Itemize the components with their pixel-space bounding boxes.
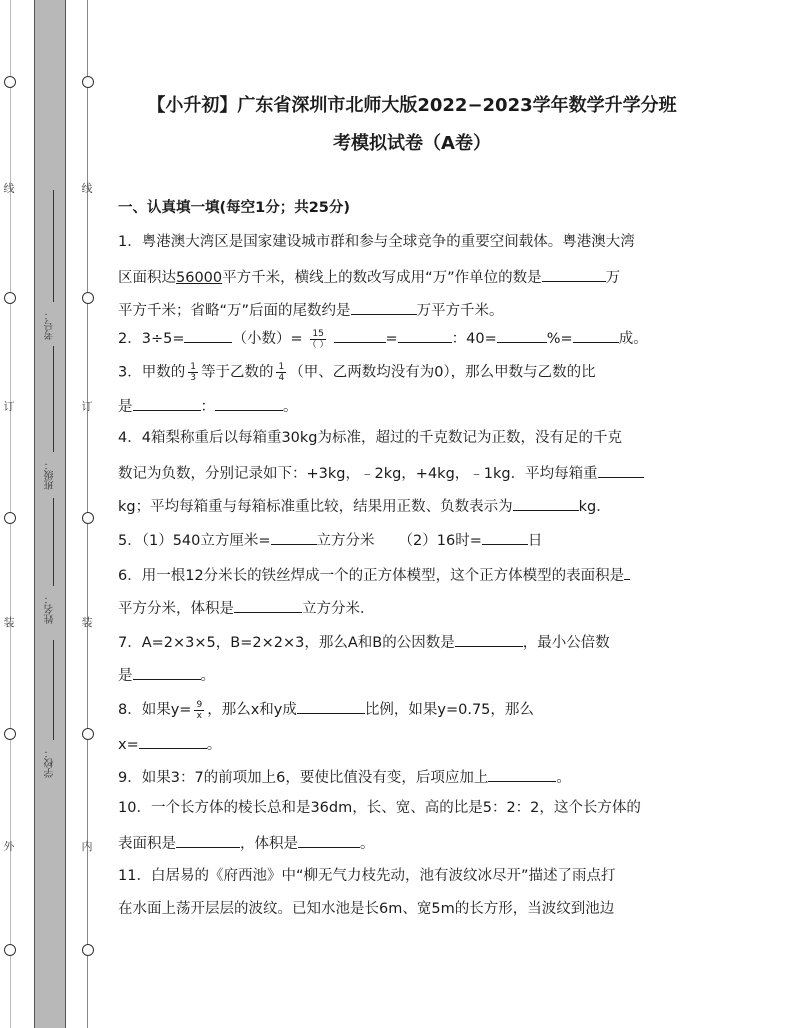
question-4-line-1: 4．4箱梨称重后以每箱重30kg为标准，超过的千克数记为正数，没有足的千克: [118, 430, 622, 446]
field-label: 学校：: [44, 748, 56, 778]
field-label: 班级：: [44, 460, 56, 490]
field-label: 考号：: [44, 310, 56, 340]
question-3-line-1: 3．甲数的 $\frac{1}{3}$ 等于乙数的 $\frac{1}{4}$ （甲、乙两数均没有为0），那么甲数与乙数的比: [118, 362, 596, 383]
answer-blank[interactable]: [271, 528, 317, 545]
question-10-line-2: 表面积是 ，体积是 。: [118, 831, 375, 854]
question-5: 5．（1）540立方厘米= 立方分米 （2）16时= 日: [118, 528, 542, 551]
binding-hole: [4, 728, 16, 740]
answer-blank[interactable]: [542, 265, 606, 282]
question-10-line-1: 10．一个长方体的棱长总和是36dm，长、宽、高的比是5：2：2，这个长方体的: [118, 800, 641, 816]
question-7-line-1: 7．A=2×3×5，B=2×2×3，那么A和B的公因数是 ，最小公倍数: [118, 630, 610, 653]
field-line: [53, 346, 54, 452]
answer-blank[interactable]: [598, 461, 644, 478]
answer-blank[interactable]: [133, 663, 201, 680]
binding-hole: [4, 76, 16, 88]
exam-title-line1: 【小升初】广东省深圳市北师大版2022−2023学年数学升学分班: [147, 95, 677, 116]
answer-blank[interactable]: [139, 732, 207, 749]
underlined-number: 56000: [176, 270, 223, 286]
question-3-line-2: 是 ： 。: [118, 394, 298, 417]
answer-blank[interactable]: [455, 630, 523, 647]
binding-hole: [82, 76, 94, 88]
margin-char: 线: [3, 182, 15, 195]
answer-blank[interactable]: [176, 831, 240, 848]
margin-char: 外: [3, 840, 15, 853]
binding-hole: [4, 292, 16, 304]
answer-blank[interactable]: [497, 326, 547, 343]
binding-hole: [82, 512, 94, 524]
margin-char: 装: [81, 616, 93, 629]
answer-blank[interactable]: [351, 298, 417, 315]
question-1-line-3: 平方千米；省略“万”后面的尾数约是 万平方千米。: [118, 298, 504, 321]
question-1-line-1: 1．粤港澳大湾区是国家建设城市群和参与全球竞争的重要空间载体。粤港澳大湾: [118, 234, 635, 250]
answer-blank[interactable]: [184, 326, 232, 343]
binding-hole: [82, 292, 94, 304]
answer-blank[interactable]: [215, 394, 283, 411]
field-line: [53, 498, 54, 586]
fraction: $\frac{9}{x}$: [196, 699, 203, 721]
question-4-line-2: 数记为负数，分别记录如下：+3kg，﹣2kg，+4kg，﹣1kg．平均每箱重: [118, 461, 644, 484]
name-field[interactable]: [40, 594, 60, 628]
question-8-line-1: 8．如果y= $\frac{9}{x}$ ，那么x和y成 比例，如果y=0.75，那么: [118, 697, 534, 721]
binding-strip: [34, 0, 66, 1028]
exam-title-line2: 考模拟试卷（A卷）: [333, 133, 491, 154]
answer-blank[interactable]: [398, 326, 452, 343]
answer-blank[interactable]: [573, 326, 619, 343]
fraction: $\frac{15}{( )}$: [307, 328, 329, 350]
binding-hole: [4, 512, 16, 524]
answer-blank[interactable]: [297, 697, 365, 714]
fraction: $\frac{1}{4}$: [278, 362, 285, 383]
section-heading: 一、认真填一填(每空1分；共25分): [118, 200, 351, 216]
question-9: 9．如果3：7的前项加上6，要使比值没有变，后项应加上 。: [118, 765, 571, 788]
answer-blank[interactable]: [513, 494, 579, 511]
binding-hole: [4, 944, 16, 956]
binding-hole: [82, 728, 94, 740]
margin-char: 内: [81, 840, 93, 853]
school-field[interactable]: [40, 748, 60, 782]
margin-char: 订: [81, 400, 93, 413]
field-line: [53, 190, 54, 302]
margin-char: 装: [3, 616, 15, 629]
question-6-line-1: 6．用一根12分米长的铁丝焊成一个的正方体模型，这个正方体模型的表面积是: [118, 563, 630, 586]
binding-hole: [82, 944, 94, 956]
answer-blank[interactable]: [488, 765, 556, 782]
margin-char: 线: [81, 182, 93, 195]
question-11-line-2: 在水面上荡开层层的波纹。已知水池是长6m、宽5m的长方形，当波纹到池边: [118, 901, 615, 917]
exam-number-field[interactable]: [40, 310, 60, 344]
question-11-line-1: 11．白居易的《府西池》中“柳无气力枝先动，池有波纹冰尽开”描述了雨点打: [118, 868, 616, 884]
question-4-line-3: kg；平均每箱重与每箱标准重比较，结果用正数、负数表示为 kg．: [118, 494, 611, 517]
question-6-line-2: 平方分米，体积是 立方分米．: [118, 596, 375, 619]
answer-blank[interactable]: [234, 596, 302, 613]
answer-blank[interactable]: [133, 394, 201, 411]
question-8-line-2: x= 。: [118, 732, 221, 755]
field-line: [53, 640, 54, 740]
question-1-line-2: 区面积达56000平方千米，横线上的数改写成用“万”作单位的数是 万: [118, 265, 620, 288]
field-label: 姓名：: [44, 594, 56, 624]
answer-blank[interactable]: [334, 326, 386, 343]
answer-blank[interactable]: [624, 563, 630, 580]
margin-char: 订: [3, 400, 15, 413]
answer-blank[interactable]: [482, 528, 528, 545]
question-7-line-2: 是 。: [118, 663, 215, 686]
fraction: $\frac{1}{3}$: [190, 362, 196, 383]
answer-blank[interactable]: [298, 831, 360, 848]
class-field[interactable]: [40, 460, 60, 494]
question-2: 2．3÷5= （小数）= $\frac{15}{( )}$ = ：40= %= 成。: [118, 326, 648, 350]
